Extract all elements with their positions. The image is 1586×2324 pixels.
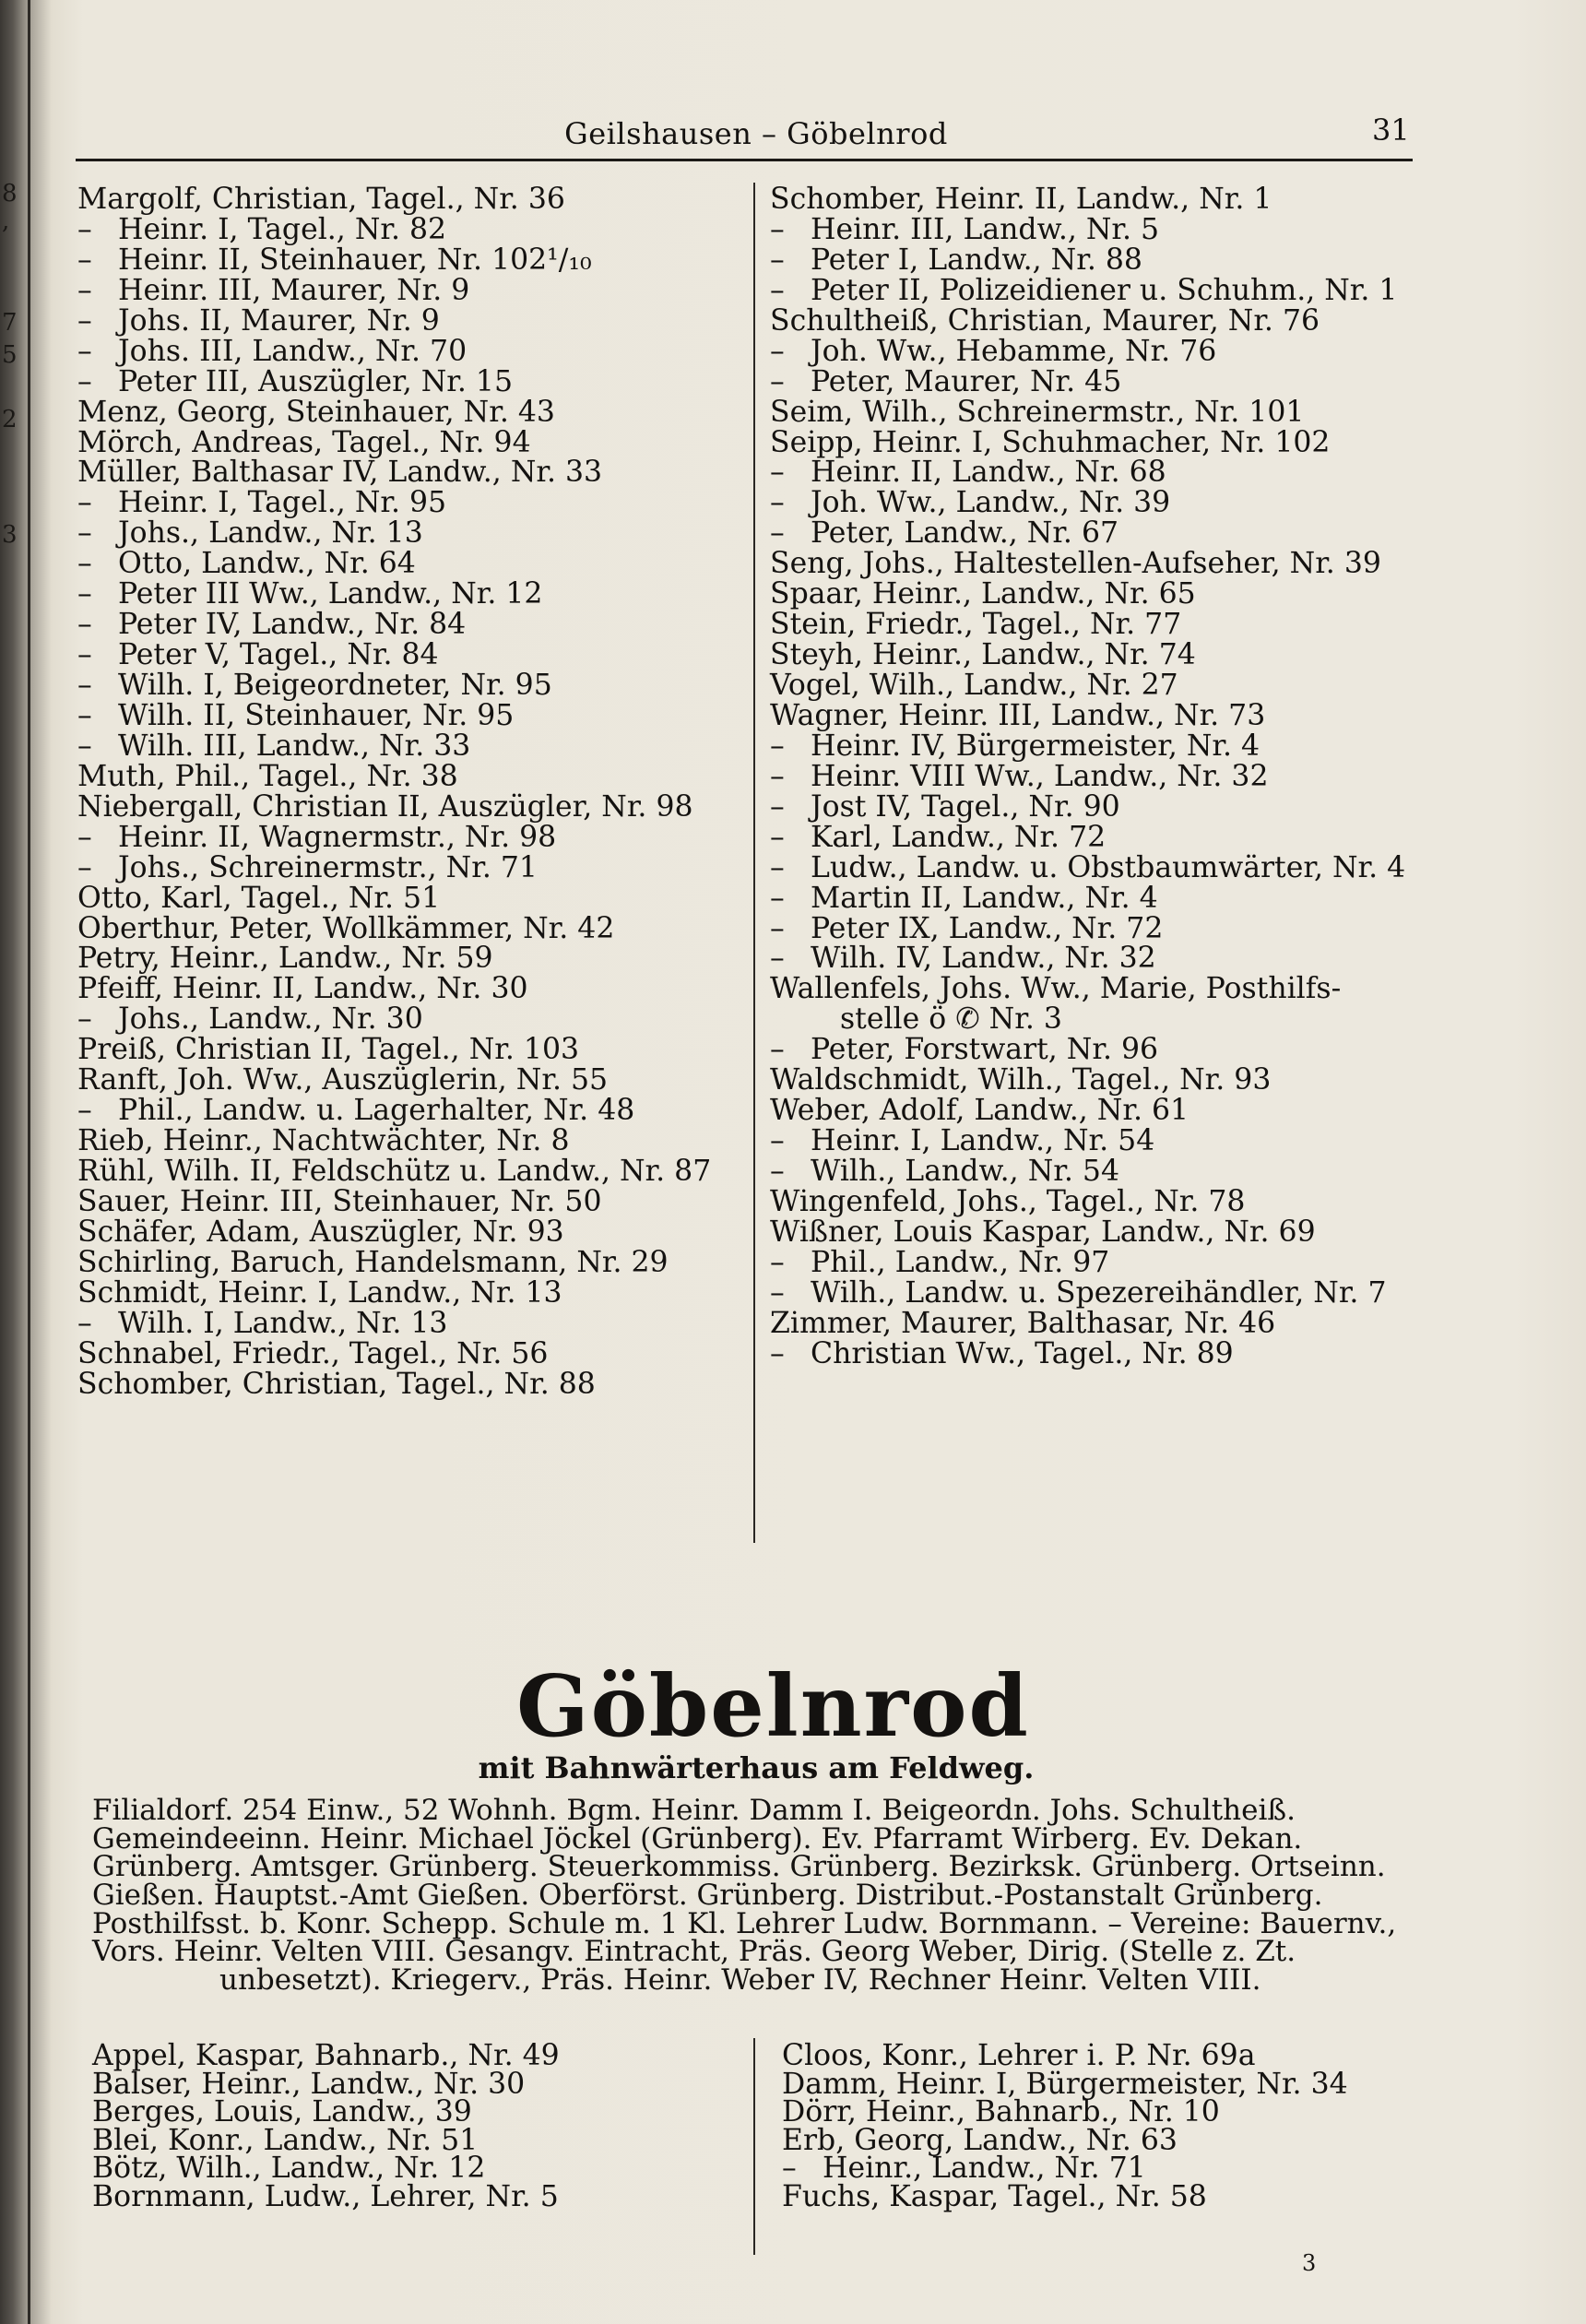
entry-text: Johs. II, Maurer, Nr. 9 bbox=[118, 303, 440, 338]
list-item bbox=[77, 610, 711, 640]
list-item bbox=[770, 1275, 1405, 1310]
entry-text: Phil., Landw., Nr. 97 bbox=[811, 1245, 1110, 1279]
gutter-mark: 8 bbox=[2, 180, 18, 208]
info-line: Filialdorf. 254 Einw., 52 Wohnh. Bgm. Heinr. Damm I. Beigeordn. Johs. Schultheiß. bbox=[92, 1794, 1296, 1827]
list-item bbox=[770, 698, 1405, 732]
list-item bbox=[782, 2067, 1348, 2101]
entry-text: Johs. III, Landw., Nr. 70 bbox=[118, 334, 468, 368]
resident-list-right-column bbox=[770, 184, 1405, 1370]
info-line: Gießen. Hauptst.-Amt Gießen. Oberförst. Grünberg. Distribut.-Postanstalt Grünberg. bbox=[92, 1879, 1323, 1913]
list-item bbox=[770, 820, 1405, 854]
header-rule bbox=[76, 159, 1413, 161]
list-item bbox=[77, 1306, 711, 1340]
list-item bbox=[770, 212, 1405, 246]
resident-list-lower-right-column bbox=[782, 2039, 1348, 2213]
list-item bbox=[770, 397, 1405, 428]
list-item bbox=[77, 273, 711, 307]
list-item bbox=[770, 579, 1405, 610]
repeat-dash: – bbox=[770, 759, 785, 793]
gutter-mark: 5 bbox=[2, 341, 18, 369]
page-binding-edge bbox=[28, 0, 30, 2324]
list-item bbox=[77, 364, 711, 398]
list-item bbox=[770, 457, 1405, 488]
repeat-dash: – bbox=[77, 547, 92, 581]
repeat-dash: – bbox=[770, 243, 785, 277]
list-item bbox=[77, 1336, 711, 1370]
column-divider bbox=[753, 183, 755, 1543]
entry-text: Heinr., Landw., Nr. 71 bbox=[823, 2152, 1146, 2185]
entry-text: Wagner, Heinr. III, Landw., Nr. 73 bbox=[770, 698, 1266, 732]
list-item bbox=[770, 974, 1405, 1004]
list-item bbox=[77, 579, 711, 610]
list-item bbox=[782, 2039, 1348, 2072]
list-item bbox=[77, 1126, 711, 1156]
list-item bbox=[77, 212, 711, 246]
entry-text: Stein, Friedr., Tagel., Nr. 77 bbox=[770, 608, 1182, 642]
entry-text: Rühl, Wilh. II, Feldschütz u. Landw., Nr. 87 bbox=[77, 1155, 712, 1188]
entry-text: Muth, Phil., Tagel., Nr. 38 bbox=[77, 759, 458, 793]
list-item bbox=[77, 1065, 711, 1096]
entry-text: Heinr. III, Maurer, Nr. 9 bbox=[118, 273, 470, 307]
list-item bbox=[77, 640, 711, 670]
list-item bbox=[770, 610, 1405, 640]
entry-text: Sauer, Heinr. III, Steinhauer, Nr. 50 bbox=[77, 1184, 602, 1218]
entry-text: Otto, Landw., Nr. 64 bbox=[118, 547, 416, 581]
list-item bbox=[77, 1184, 711, 1218]
entry-text: Christian Ww., Tagel., Nr. 89 bbox=[811, 1336, 1234, 1370]
list-item bbox=[77, 518, 711, 549]
repeat-dash: – bbox=[770, 273, 785, 307]
repeat-dash: – bbox=[77, 1002, 92, 1037]
entry-text: Müller, Balthasar IV, Landw., Nr. 33 bbox=[77, 456, 603, 490]
entry-text: Peter I, Landw., Nr. 88 bbox=[811, 243, 1142, 277]
list-item bbox=[77, 184, 711, 215]
list-item bbox=[770, 850, 1406, 884]
entry-text: Peter III, Auszügler, Nr. 15 bbox=[118, 364, 514, 398]
repeat-dash: – bbox=[77, 729, 92, 763]
list-item bbox=[770, 334, 1405, 368]
list-item bbox=[77, 820, 711, 854]
list-item bbox=[92, 2154, 560, 2183]
repeat-dash: – bbox=[770, 729, 785, 763]
list-item bbox=[770, 245, 1405, 276]
repeat-dash: – bbox=[77, 303, 92, 338]
repeat-dash: – bbox=[77, 486, 92, 520]
entry-text: Appel, Kaspar, Bahnarb., Nr. 49 bbox=[92, 2039, 560, 2072]
entry-text: Heinr. IV, Bürgermeister, Nr. 4 bbox=[811, 729, 1261, 763]
entry-text: Erb, Georg, Landw., Nr. 63 bbox=[782, 2123, 1178, 2157]
section-title: Göbelnrod bbox=[516, 1656, 1030, 1756]
entry-text: Bötz, Wilh., Landw., Nr. 12 bbox=[92, 2152, 486, 2185]
list-item bbox=[77, 1156, 711, 1187]
list-item bbox=[77, 549, 711, 579]
entry-text: Schirling, Baruch, Handelsmann, Nr. 29 bbox=[77, 1245, 669, 1279]
entry-text: Schmidt, Heinr. I, Landw., Nr. 13 bbox=[77, 1275, 562, 1310]
repeat-dash: – bbox=[77, 850, 92, 884]
entry-text: Steyh, Heinr., Landw., Nr. 74 bbox=[770, 638, 1196, 672]
repeat-dash: – bbox=[770, 1245, 785, 1279]
info-line: Gemeindeeinn. Heinr. Michael Jöckel (Grünberg). Ev. Pfarramt Wirberg. Ev. Dekan. bbox=[92, 1821, 1303, 1856]
list-item bbox=[770, 549, 1405, 579]
repeat-dash: – bbox=[770, 1275, 785, 1310]
gutter-mark: 2 bbox=[2, 406, 18, 433]
entry-text: Otto, Karl, Tagel., Nr. 51 bbox=[77, 881, 441, 915]
entry-text: Heinr. I, Landw., Nr. 54 bbox=[811, 1124, 1155, 1158]
entry-text: Phil., Landw. u. Lagerhalter, Nr. 48 bbox=[118, 1094, 635, 1128]
list-item bbox=[77, 425, 711, 459]
list-item bbox=[770, 759, 1405, 793]
list-item bbox=[77, 457, 711, 488]
list-item bbox=[770, 518, 1405, 549]
entry-text: Dörr, Heinr., Bahnarb., Nr. 10 bbox=[782, 2095, 1220, 2128]
list-item bbox=[770, 273, 1405, 307]
repeat-dash: – bbox=[770, 456, 785, 490]
entry-text: Jost IV, Tagel., Nr. 90 bbox=[811, 789, 1120, 824]
info-line: Posthilfsst. b. Konr. Schepp. Schule m. 1 Kl. Lehrer Ludw. Bornmann. – Vereine: Bauernv., bbox=[92, 1906, 1397, 1940]
entry-text: Wilh. I, Beigeordneter, Nr. 95 bbox=[118, 669, 552, 702]
entry-text: Peter IV, Landw., Nr. 84 bbox=[118, 608, 467, 642]
list-item bbox=[770, 1004, 1405, 1035]
list-item bbox=[770, 1306, 1405, 1340]
entry-text: Weber, Adolf, Landw., Nr. 61 bbox=[770, 1094, 1190, 1128]
printer-signature-mark: 3 bbox=[1302, 2250, 1317, 2276]
entry-text: Heinr. I, Tagel., Nr. 82 bbox=[118, 212, 447, 246]
entry-text: Peter, Landw., Nr. 67 bbox=[811, 516, 1119, 551]
entry-text: Karl, Landw., Nr. 72 bbox=[811, 820, 1107, 854]
entry-text: Cloos, Konr., Lehrer i. P. Nr. 69a bbox=[782, 2039, 1256, 2072]
info-line: Vors. Heinr. Velten VIII. Gesangv. Eintracht, Präs. Georg Weber, Dirig. (Stelle z. Zt. bbox=[92, 1935, 1296, 1969]
repeat-dash: – bbox=[770, 364, 785, 398]
entry-text: Margolf, Christian, Tagel., Nr. 36 bbox=[77, 183, 565, 216]
entry-text: Blei, Konr., Landw., Nr. 51 bbox=[92, 2123, 479, 2157]
list-item bbox=[770, 364, 1405, 398]
entry-text: Pfeiff, Heinr. II, Landw., Nr. 30 bbox=[77, 972, 528, 1006]
entry-text: Wilh. I, Landw., Nr. 13 bbox=[118, 1306, 448, 1340]
entry-text: Schnabel, Friedr., Tagel., Nr. 56 bbox=[77, 1336, 549, 1370]
list-item bbox=[77, 731, 711, 762]
list-item bbox=[77, 974, 711, 1004]
page-number: 31 bbox=[1372, 113, 1410, 148]
entry-text: Peter II, Polizeidiener u. Schuhm., Nr. 1 bbox=[811, 273, 1398, 307]
entry-text: Heinr. III, Landw., Nr. 5 bbox=[811, 212, 1160, 246]
entry-text: Peter III Ww., Landw., Nr. 12 bbox=[118, 577, 543, 611]
repeat-dash: – bbox=[77, 273, 92, 307]
list-item bbox=[77, 943, 711, 974]
list-item bbox=[770, 184, 1405, 215]
list-item bbox=[770, 943, 1405, 974]
column-divider-lower bbox=[753, 2038, 755, 2255]
entry-text: Spaar, Heinr., Landw., Nr. 65 bbox=[770, 577, 1196, 611]
entry-text: Wißner, Louis Kaspar, Landw., Nr. 69 bbox=[770, 1215, 1316, 1249]
repeat-dash: – bbox=[770, 1033, 785, 1067]
repeat-dash: – bbox=[77, 577, 92, 611]
list-item bbox=[782, 2095, 1348, 2128]
entry-text: Peter V, Tagel., Nr. 84 bbox=[118, 638, 439, 672]
entry-text: Heinr. II, Steinhauer, Nr. 102¹/₁₀ bbox=[118, 243, 592, 277]
entry-text: Martin II, Landw., Nr. 4 bbox=[811, 881, 1158, 915]
list-item bbox=[77, 397, 711, 428]
list-item bbox=[770, 1336, 1405, 1370]
list-item bbox=[770, 1035, 1405, 1065]
section-subtitle: mit Bahnwärterhaus am Feldweg. bbox=[478, 1750, 1035, 1785]
entry-text: Heinr. II, Landw., Nr. 68 bbox=[811, 456, 1166, 490]
repeat-dash: – bbox=[770, 942, 785, 976]
entry-text: Petry, Heinr., Landw., Nr. 59 bbox=[77, 942, 493, 976]
repeat-dash: – bbox=[77, 820, 92, 854]
entry-text: Peter, Maurer, Nr. 45 bbox=[811, 364, 1122, 398]
list-item bbox=[92, 2095, 560, 2128]
entry-text: Ranft, Joh. Ww., Auszüglerin, Nr. 55 bbox=[77, 1063, 609, 1097]
list-item bbox=[77, 1275, 711, 1310]
list-item bbox=[770, 1096, 1405, 1126]
list-item bbox=[92, 2039, 560, 2072]
entry-text: Damm, Heinr. I, Bürgermeister, Nr. 34 bbox=[782, 2067, 1348, 2101]
list-item bbox=[77, 759, 711, 793]
list-item bbox=[77, 303, 711, 338]
repeat-dash: – bbox=[770, 1124, 785, 1158]
entry-text: Joh. Ww., Landw., Nr. 39 bbox=[811, 486, 1171, 520]
entry-text: Schomber, Heinr. II, Landw., Nr. 1 bbox=[770, 183, 1272, 216]
info-line: unbesetzt). Kriegerv., Präs. Heinr. Weber IV, Rechner Heinr. Velten VIII. bbox=[219, 1963, 1261, 1998]
repeat-dash: – bbox=[77, 516, 92, 551]
entry-text: Peter, Forstwart, Nr. 96 bbox=[811, 1033, 1159, 1067]
list-item bbox=[77, 1217, 711, 1248]
running-header-title: Geilshausen – Göbelnrod bbox=[564, 116, 948, 151]
repeat-dash: – bbox=[770, 789, 785, 824]
resident-list-left-column bbox=[77, 184, 711, 1400]
entry-text: Vogel, Wilh., Landw., Nr. 27 bbox=[770, 669, 1178, 702]
list-item bbox=[77, 698, 711, 732]
list-item bbox=[77, 488, 711, 518]
list-item bbox=[770, 1126, 1405, 1156]
entry-text: Johs., Schreinermstr., Nr. 71 bbox=[118, 850, 538, 884]
gutter-mark: , bbox=[2, 208, 10, 235]
list-item bbox=[770, 670, 1405, 701]
list-item bbox=[770, 911, 1405, 945]
list-item bbox=[77, 911, 711, 945]
repeat-dash: – bbox=[770, 516, 785, 551]
list-item bbox=[770, 640, 1405, 670]
list-item bbox=[77, 1245, 711, 1279]
list-item bbox=[770, 1245, 1405, 1279]
list-item bbox=[770, 1156, 1405, 1187]
entry-text: Ludw., Landw. u. Obstbaumwärter, Nr. 4 bbox=[811, 850, 1406, 884]
list-item bbox=[770, 789, 1405, 824]
repeat-dash: – bbox=[782, 2152, 797, 2185]
entry-text: Seng, Johs., Haltestellen-Aufseher, Nr. 39 bbox=[770, 547, 1381, 581]
entry-text: Bornmann, Ludw., Lehrer, Nr. 5 bbox=[92, 2179, 559, 2213]
repeat-dash: – bbox=[77, 669, 92, 702]
repeat-dash: – bbox=[77, 608, 92, 642]
list-item bbox=[77, 1367, 711, 1401]
repeat-dash: – bbox=[77, 364, 92, 398]
entry-text: Wilh., Landw., Nr. 54 bbox=[811, 1155, 1119, 1188]
entry-text: Johs., Landw., Nr. 13 bbox=[118, 516, 423, 551]
entry-text: Zimmer, Maurer, Balthasar, Nr. 46 bbox=[770, 1306, 1276, 1340]
entry-text: Schäfer, Adam, Auszügler, Nr. 93 bbox=[77, 1215, 564, 1249]
gutter-mark: 3 bbox=[2, 521, 18, 549]
entry-text: Wilh. IV, Landw., Nr. 32 bbox=[811, 942, 1156, 976]
repeat-dash: – bbox=[770, 881, 785, 915]
list-item bbox=[782, 2179, 1348, 2213]
repeat-dash: – bbox=[77, 638, 92, 672]
repeat-dash: – bbox=[770, 1336, 785, 1370]
repeat-dash: – bbox=[77, 698, 92, 732]
entry-text: Preiß, Christian II, Tagel., Nr. 103 bbox=[77, 1033, 580, 1067]
list-item bbox=[77, 789, 711, 824]
entry-text: Wallenfels, Johs. Ww., Marie, Posthilfs- bbox=[770, 972, 1342, 1006]
list-item bbox=[92, 2067, 560, 2101]
entry-text: Rieb, Heinr., Nachtwächter, Nr. 8 bbox=[77, 1124, 570, 1158]
entry-text: Seipp, Heinr. I, Schuhmacher, Nr. 102 bbox=[770, 425, 1331, 459]
repeat-dash: – bbox=[770, 486, 785, 520]
entry-text: Wilh. II, Steinhauer, Nr. 95 bbox=[118, 698, 515, 732]
entry-text: Wingenfeld, Johs., Tagel., Nr. 78 bbox=[770, 1184, 1246, 1218]
list-item bbox=[770, 1065, 1405, 1096]
entry-text: Niebergall, Christian II, Auszügler, Nr. 98 bbox=[77, 789, 693, 824]
repeat-dash: – bbox=[77, 1094, 92, 1128]
entry-text: Oberthur, Peter, Wollkämmer, Nr. 42 bbox=[77, 911, 615, 945]
list-item bbox=[770, 731, 1405, 762]
repeat-dash: – bbox=[770, 850, 785, 884]
list-item bbox=[770, 883, 1405, 914]
list-item bbox=[770, 425, 1405, 459]
entry-text: Peter IX, Landw., Nr. 72 bbox=[811, 911, 1164, 945]
resident-list-lower-left-column bbox=[92, 2039, 560, 2213]
village-info-block bbox=[92, 1794, 1429, 1998]
entry-text: Joh. Ww., Hebamme, Nr. 76 bbox=[811, 334, 1217, 368]
entry-text: Seim, Wilh., Schreinermstr., Nr. 101 bbox=[770, 395, 1305, 429]
list-item bbox=[77, 245, 711, 276]
repeat-dash: – bbox=[77, 334, 92, 368]
repeat-dash: – bbox=[770, 911, 785, 945]
info-line: Grünberg. Amtsger. Grünberg. Steuerkommiss. Grünberg. Bezirksk. Grünberg. Ortseinn. bbox=[92, 1850, 1386, 1884]
list-item bbox=[77, 1035, 711, 1065]
list-item bbox=[77, 883, 711, 914]
entry-text: Schomber, Christian, Tagel., Nr. 88 bbox=[77, 1367, 596, 1401]
entry-text: Berges, Louis, Landw., 39 bbox=[92, 2095, 472, 2128]
entry-text: Fuchs, Kaspar, Tagel., Nr. 58 bbox=[782, 2179, 1207, 2213]
list-item bbox=[782, 2123, 1348, 2157]
list-item bbox=[92, 2123, 560, 2157]
entry-text: stelle ö ✆ Nr. 3 bbox=[840, 1002, 1062, 1037]
list-item bbox=[770, 303, 1405, 338]
entry-text: Wilh. III, Landw., Nr. 33 bbox=[118, 729, 471, 763]
entry-text: Johs., Landw., Nr. 30 bbox=[118, 1002, 423, 1037]
entry-text: Mörch, Andreas, Tagel., Nr. 94 bbox=[77, 425, 531, 459]
entry-text: Heinr. II, Wagnermstr., Nr. 98 bbox=[118, 820, 557, 854]
entry-text: Heinr. I, Tagel., Nr. 95 bbox=[118, 486, 447, 520]
entry-text: Schultheiß, Christian, Maurer, Nr. 76 bbox=[770, 303, 1320, 338]
entry-text: Wilh., Landw. u. Spezereihändler, Nr. 7 bbox=[811, 1275, 1387, 1310]
list-item bbox=[77, 1004, 711, 1035]
repeat-dash: – bbox=[770, 1155, 785, 1188]
repeat-dash: – bbox=[770, 334, 785, 368]
list-item bbox=[92, 2179, 560, 2213]
list-item bbox=[77, 1096, 711, 1126]
repeat-dash: – bbox=[77, 243, 92, 277]
repeat-dash: – bbox=[77, 212, 92, 246]
repeat-dash: – bbox=[770, 212, 785, 246]
entry-text: Balser, Heinr., Landw., Nr. 30 bbox=[92, 2067, 526, 2101]
entry-text: Heinr. VIII Ww., Landw., Nr. 32 bbox=[811, 759, 1269, 793]
list-item bbox=[770, 1217, 1405, 1248]
entry-text: Waldschmidt, Wilh., Tagel., Nr. 93 bbox=[770, 1063, 1272, 1097]
list-item bbox=[77, 334, 711, 368]
entry-text: Menz, Georg, Steinhauer, Nr. 43 bbox=[77, 395, 555, 429]
list-item bbox=[782, 2154, 1348, 2183]
list-item bbox=[770, 1184, 1405, 1218]
repeat-dash: – bbox=[77, 1306, 92, 1340]
gutter-mark: 7 bbox=[2, 309, 18, 337]
list-item bbox=[77, 670, 711, 701]
list-item bbox=[770, 488, 1405, 518]
repeat-dash: – bbox=[770, 820, 785, 854]
list-item bbox=[77, 850, 711, 884]
